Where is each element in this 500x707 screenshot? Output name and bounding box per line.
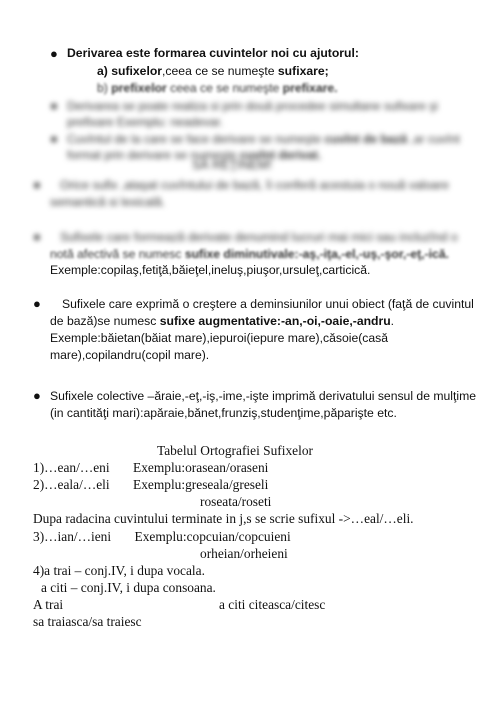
bullet-dot: ● [50, 131, 58, 146]
section-4: Sufixele colective –ăraie,-eţ,-iş,-ime,-işte imprimă derivatului sensul de mulţime (in cantităţi mari):apăraie,bănet,frunziş,studenţime,păparişte etc. [50, 389, 477, 420]
table-row-3-cont: orheian/orheieni [200, 546, 288, 561]
table-row-3: 3)…ian/…ieni Exemplu:copcuian/copcuieni [33, 529, 291, 544]
bullet-dot: ● [33, 388, 41, 403]
bullet-dot: ● [50, 98, 58, 113]
sa-retinem-heading: SĂ REŢINEM! [192, 158, 272, 172]
intro-item-b: b) prefixelor ceea ce se numeşte prefixare. [97, 81, 338, 95]
section-1: Orice sufix ,ataşat cuvîntului de bază, îi conferă acestuia o nouă valoare semantică si lexicală. [50, 178, 449, 209]
bullet-dot: ● [50, 46, 58, 61]
blurred-paragraph-2: Cuvîntul de la care se face derivare se numeşte cuvînt de bază ,ar cuvînt format prin derivare se numeşte cuvînt derivat. [67, 132, 460, 162]
intro-item-a: a) sufixelor,ceea ce se numeşte sufixare; [97, 64, 329, 78]
table-row-2-cont: roseata/roseti [200, 494, 272, 509]
bullet-dot: ● [33, 296, 41, 311]
bullet-dot: ● [33, 229, 41, 244]
table-row-5: a citi – conj.IV, i dupa consoana. [41, 580, 216, 595]
section-2: Sufixele care formează derivate denumind lucruri mai mici sau incluzînd o notă afectivă se numesc sufixe diminutivale:-aş,-iţa,-el,-uş,-şor,-eţ,-ică. Exemple:copilaş,fetiţă,băieţel,ineluş,piuşor,ursuleţ,carticică. [50, 230, 458, 277]
section-3: Sufixele care exprimă o creştere a deminsiunilor unui obiect (faţă de cuvintul de bază)se numesc sufixe augmentative:-an,-oi,-oaie,-andru. Exemple:băietan(băiat mare),iepuroi(iepure mare),căsoie(casă mare),copilandru(copil mare). [50, 297, 474, 362]
blurred-paragraph-1: Derivarea se poate realiza si prin două procedee simultane sufixare şi prefixare Exemplu: neadevar. [67, 99, 438, 129]
bullet-dot: ● [33, 177, 41, 192]
table-row-2: 2)…eala/…eli Exemplu:greseala/greseli [33, 477, 269, 492]
table-row-1: 1)…ean/…eni Exemplu:orasean/oraseni [33, 460, 269, 475]
table-row-6b: a citi citeasca/citesc [219, 597, 326, 612]
table-title: Tabelul Ortografiei Sufixelor [157, 443, 313, 458]
table-row-7: sa traiasca/sa traiesc [33, 614, 142, 629]
table-rule: Dupa radacina cuvintului terminate in j,s se scrie sufixul ->…eal/…eli. [33, 511, 414, 526]
table-row-6a: A trai [33, 597, 64, 612]
intro-heading: Derivarea este formarea cuvintelor noi cu ajutorul: [67, 46, 359, 60]
table-row-4: 4)a trai – conj.IV, i dupa vocala. [33, 563, 205, 578]
